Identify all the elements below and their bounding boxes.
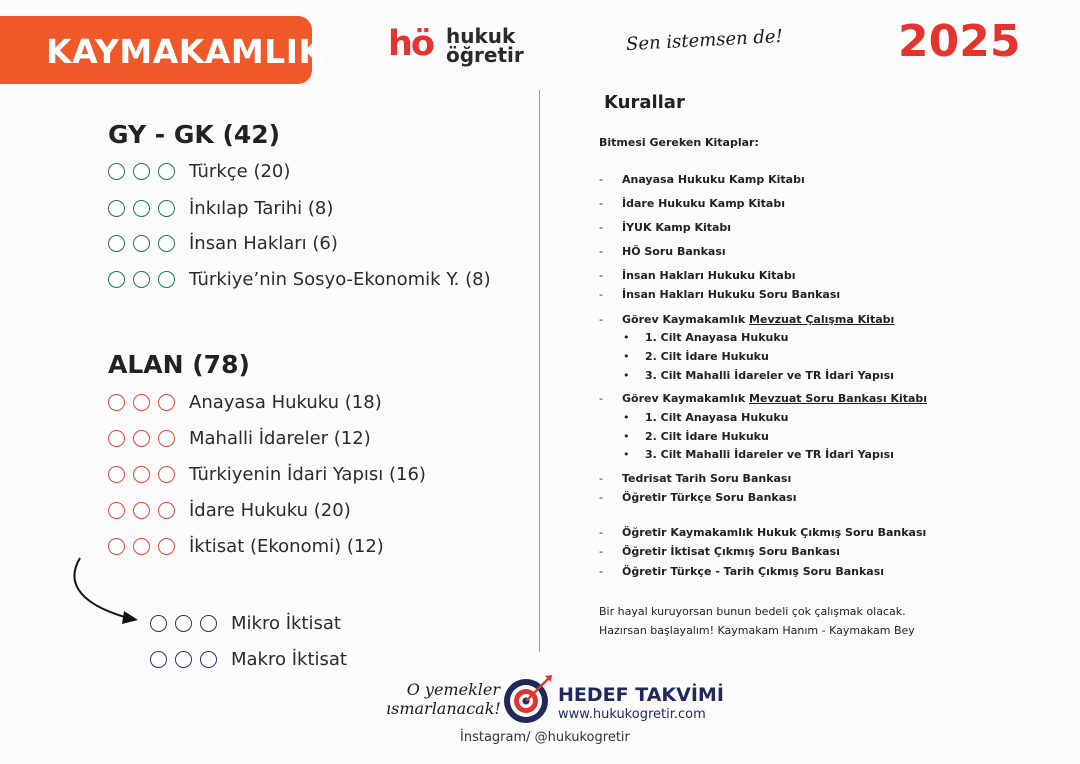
check-circle-icon[interactable] — [133, 466, 150, 483]
checkbox-group[interactable] — [108, 200, 175, 217]
dot-bullet: • — [623, 369, 630, 382]
curved-arrow-icon — [66, 556, 146, 628]
check-circle-icon[interactable] — [108, 394, 125, 411]
subject-label: Türkçe (20) — [189, 160, 291, 182]
check-circle-icon[interactable] — [158, 235, 175, 252]
checklist-row — [108, 498, 351, 522]
checkbox-group[interactable] — [108, 235, 175, 252]
checklist-row — [108, 534, 384, 558]
check-circle-icon[interactable] — [108, 466, 125, 483]
brand-title: HEDEF TAKVİMİ — [558, 684, 724, 706]
check-circle-icon[interactable] — [150, 651, 167, 668]
checklist-row — [108, 196, 333, 220]
check-circle-icon[interactable] — [150, 615, 167, 632]
subject-label: Türkiyenin İdari Yapısı (16) — [189, 463, 426, 485]
check-circle-icon[interactable] — [108, 163, 125, 180]
dash-bullet: - — [599, 491, 603, 504]
check-circle-icon[interactable] — [158, 466, 175, 483]
check-circle-icon[interactable] — [108, 200, 125, 217]
column-divider — [539, 90, 540, 652]
check-circle-icon[interactable] — [133, 538, 150, 555]
book-item: İdare Hukuku Kamp Kitabı — [622, 197, 785, 210]
checkbox-group[interactable] — [108, 394, 175, 411]
subject-label: İnkılap Tarihi (8) — [189, 197, 334, 219]
year: 2025 — [898, 16, 1021, 67]
rules-intro: Bitmesi Gereken Kitaplar: — [599, 136, 759, 149]
subject-label: İnsan Hakları (6) — [189, 232, 338, 254]
book-item: İYUK Kamp Kitabı — [622, 221, 732, 234]
volume-item: 1. Cilt Anayasa Hukuku — [645, 411, 789, 424]
checklist-row — [150, 611, 341, 635]
dash-bullet: - — [599, 526, 603, 539]
check-circle-icon[interactable] — [158, 538, 175, 555]
dot-bullet: • — [623, 411, 630, 424]
closing-line: Bir hayal kuruyorsan bunun bedeli çok çalışmak olacak. — [599, 605, 906, 618]
book-item: Öğretir Kaymakamlık Hukuk Çıkmış Soru Bankası — [622, 526, 927, 539]
check-circle-icon[interactable] — [133, 430, 150, 447]
closing-line: Hazırsan başlayalım! Kaymakam Hanım - Kaymakam Bey — [599, 624, 915, 637]
dash-bullet: - — [599, 197, 603, 210]
check-circle-icon[interactable] — [175, 651, 192, 668]
check-circle-icon[interactable] — [133, 394, 150, 411]
subject-label: Türkiye’nin Sosyo-Ekonomik Y. (8) — [189, 268, 491, 290]
subject-label: İdare Hukuku (20) — [189, 499, 351, 521]
check-circle-icon[interactable] — [158, 163, 175, 180]
logo-words — [446, 24, 524, 67]
banner-label: KAYMAKAMLIK — [46, 32, 325, 71]
quote-line-2: ısmarlanacak! — [386, 699, 501, 718]
dot-bullet: • — [623, 448, 630, 461]
checkbox-group[interactable] — [108, 466, 175, 483]
check-circle-icon[interactable] — [158, 430, 175, 447]
checklist-row — [108, 231, 338, 255]
group-prefix: Görev Kaymakamlık — [622, 392, 750, 405]
dash-bullet: - — [599, 288, 603, 301]
check-circle-icon[interactable] — [133, 235, 150, 252]
check-circle-icon[interactable] — [108, 271, 125, 288]
logo-word-2: öğretir — [446, 43, 524, 67]
checklist-row — [108, 267, 491, 291]
check-circle-icon[interactable] — [200, 615, 217, 632]
check-circle-icon[interactable] — [108, 538, 125, 555]
check-circle-icon[interactable] — [133, 200, 150, 217]
book-item: Tedrisat Tarih Soru Bankası — [622, 472, 792, 485]
section-title-alan: ALAN (78) — [108, 350, 250, 379]
checklist-row — [108, 390, 382, 414]
check-circle-icon[interactable] — [108, 502, 125, 519]
title-banner — [0, 16, 325, 84]
dash-bullet: - — [599, 221, 603, 234]
volume-item: 1. Cilt Anayasa Hukuku — [645, 331, 789, 344]
logo-word-1: hukuk — [446, 24, 516, 48]
rules-title: Kurallar — [604, 92, 685, 113]
check-circle-icon[interactable] — [200, 651, 217, 668]
book-item: Öğretir İktisat Çıkmış Soru Bankası — [622, 545, 840, 558]
checkbox-group[interactable] — [108, 538, 175, 555]
slogan: Sen istemsen de! — [625, 25, 784, 56]
checkbox-group[interactable] — [108, 502, 175, 519]
checklist-row — [108, 462, 426, 486]
checkbox-group[interactable] — [108, 163, 175, 180]
checklist-row — [108, 159, 290, 183]
dot-bullet: • — [623, 430, 630, 443]
checkbox-group[interactable] — [150, 615, 217, 632]
footer-quote — [386, 680, 500, 718]
checklist-row — [108, 426, 371, 450]
checklist-row — [150, 647, 347, 671]
dash-bullet: - — [599, 565, 603, 578]
subject-label: İktisat (Ekonomi) (12) — [189, 535, 384, 557]
subject-label: Mahalli İdareler (12) — [189, 427, 371, 449]
checkbox-group[interactable] — [108, 271, 175, 288]
book-item: Anayasa Hukuku Kamp Kitabı — [622, 173, 805, 186]
group-prefix: Görev Kaymakamlık — [622, 313, 750, 326]
subject-label: Anayasa Hukuku (18) — [189, 391, 382, 413]
check-circle-icon[interactable] — [108, 235, 125, 252]
check-circle-icon[interactable] — [133, 502, 150, 519]
website-link[interactable]: www.hukukogretir.com — [558, 707, 706, 722]
book-item: İnsan Hakları Hukuku Kitabı — [622, 269, 796, 282]
checkbox-group[interactable] — [108, 430, 175, 447]
dash-bullet: - — [599, 269, 603, 282]
group-underlined: Mevzuat Çalışma Kitabı — [749, 313, 895, 326]
dash-bullet: - — [599, 472, 603, 485]
check-circle-icon[interactable] — [158, 394, 175, 411]
instagram-handle[interactable]: İnstagram/ @hukukogretir — [460, 730, 630, 745]
dash-bullet: - — [599, 245, 603, 258]
subject-label: Mikro İktisat — [231, 612, 341, 634]
dash-bullet: - — [599, 392, 603, 405]
book-group-title — [622, 392, 927, 405]
dash-bullet: - — [599, 173, 603, 186]
book-item: Öğretir Türkçe - Tarih Çıkmış Soru Bankası — [622, 565, 885, 578]
volume-item: 2. Cilt İdare Hukuku — [645, 350, 769, 363]
quote-line-1: O yemekler — [406, 680, 500, 699]
check-circle-icon[interactable] — [133, 163, 150, 180]
logo-mark: hö — [388, 24, 433, 64]
check-circle-icon[interactable] — [158, 200, 175, 217]
volume-item: 3. Cilt Mahalli İdareler ve TR İdari Yapısı — [645, 448, 894, 461]
dash-bullet: - — [599, 313, 603, 326]
check-circle-icon[interactable] — [108, 430, 125, 447]
book-group-title — [622, 313, 894, 326]
check-circle-icon[interactable] — [133, 271, 150, 288]
section-title-gygk: GY - GK (42) — [108, 120, 281, 149]
dot-bullet: • — [623, 350, 630, 363]
check-circle-icon[interactable] — [175, 615, 192, 632]
target-icon — [503, 674, 553, 724]
checkbox-group[interactable] — [150, 651, 217, 668]
check-circle-icon[interactable] — [158, 502, 175, 519]
volume-item: 2. Cilt İdare Hukuku — [645, 430, 769, 443]
dot-bullet: • — [623, 331, 630, 344]
dash-bullet: - — [599, 545, 603, 558]
group-underlined: Mevzuat Soru Bankası Kitabı — [749, 392, 928, 405]
book-item: HÖ Soru Bankası — [622, 245, 726, 258]
book-item: İnsan Hakları Hukuku Soru Bankası — [622, 288, 841, 301]
volume-item: 3. Cilt Mahalli İdareler ve TR İdari Yapısı — [645, 369, 894, 382]
book-item: Öğretir Türkçe Soru Bankası — [622, 491, 797, 504]
check-circle-icon[interactable] — [158, 271, 175, 288]
subject-label: Makro İktisat — [231, 648, 347, 670]
